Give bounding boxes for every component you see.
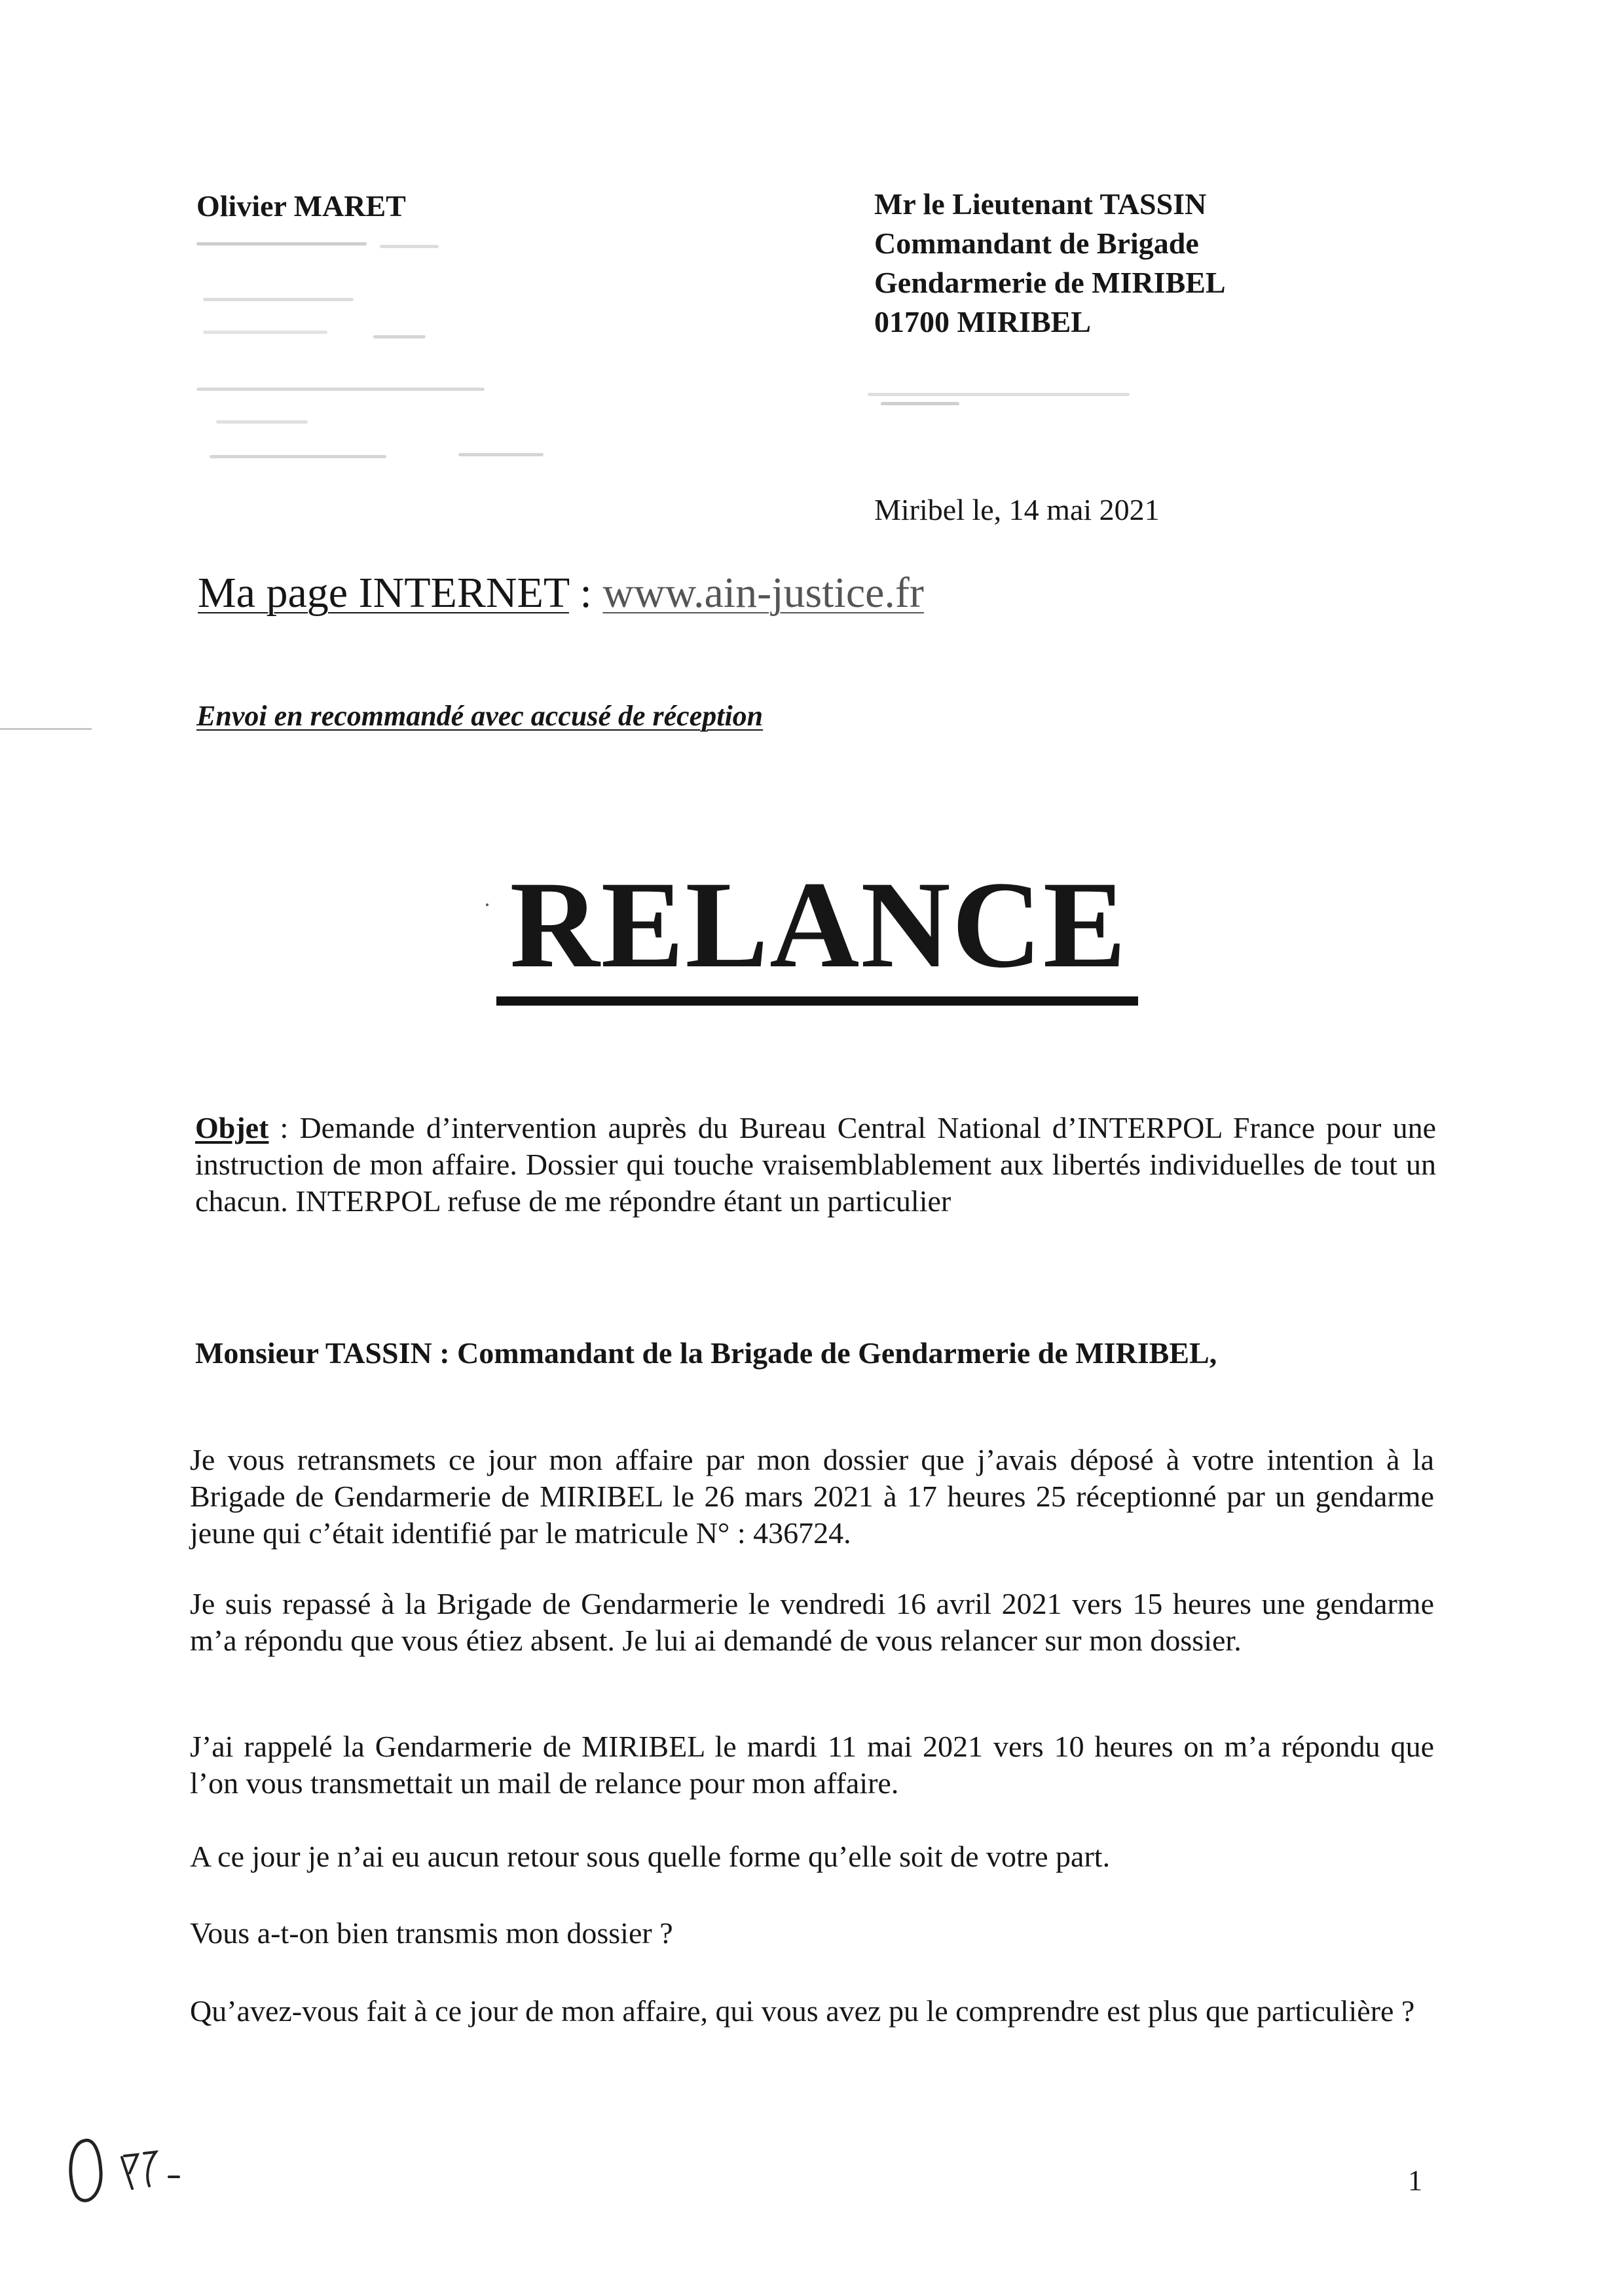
handwritten-annotation-icon: [64, 2131, 221, 2210]
subject-block: [195, 1110, 1436, 1220]
website-separator: :: [568, 569, 603, 617]
recipient-line: Commandant de Brigade: [874, 227, 1199, 260]
letter-date: Miribel le, 14 mai 2021: [874, 493, 1160, 526]
body-paragraph: Je suis repassé à la Brigade de Gendarmerie le vendredi 16 avril 2021 vers 15 heures une gendarme m’a répondu que vous étiez absent. Je lui ai demandé de vous relancer sur mon dossier.: [190, 1587, 1434, 1657]
sender-name: Olivier MARET: [196, 189, 406, 223]
body-paragraph: A ce jour je n’ai eu aucun retour sous quelle forme qu’elle soit de votre part.: [190, 1840, 1111, 1873]
redacted-recipient-line: [868, 388, 1143, 414]
page-title: RELANCE: [509, 856, 1128, 994]
website-url-link[interactable]: www.ain-justice.fr: [602, 569, 924, 617]
website-label: Ma page INTERNET: [198, 569, 569, 617]
recipient-line: Mr le Lieutenant TASSIN: [874, 187, 1207, 221]
website-line: [198, 568, 924, 618]
recipient-line: 01700 MIRIBEL: [874, 305, 1091, 338]
stray-dot: [486, 903, 489, 906]
title-underline-bar: [496, 996, 1138, 1006]
body-paragraph: Vous a-t-on bien transmis mon dossier ?: [190, 1916, 673, 1950]
salutation: Monsieur TASSIN : Commandant de la Brigade de Gendarmerie de MIRIBEL,: [195, 1336, 1217, 1370]
body-paragraph: Qu’avez-vous fait à ce jour de mon affaire, qui vous avez pu le comprendre est plus que particulière ?: [190, 1994, 1415, 2028]
redacted-sender-address: [196, 236, 563, 471]
subject-label: Objet: [195, 1111, 269, 1144]
body-paragraph: Je vous retransmets ce jour mon affaire par mon dossier que j’avais déposé à votre intention à la Brigade de Gendarmerie de MIRIBEL le 26 mars 2021 à 17 heures 25 réceptionné par un gendarme jeune qui c’était identifié par le matricule N° : 436724.: [190, 1443, 1434, 1550]
body-paragraph: J’ai rappelé la Gendarmerie de MIRIBEL le mardi 11 mai 2021 vers 10 heures on m’a répondu que l’on vous transmettait un mail de relance pour mon affaire.: [190, 1730, 1434, 1800]
shipping-note: Envoi en recommandé avec accusé de réception: [196, 700, 764, 732]
recipient-address: [874, 185, 1226, 342]
page-number: 1: [1408, 2164, 1422, 2196]
scan-edge-mark: [0, 728, 92, 730]
recipient-line: Gendarmerie de MIRIBEL: [874, 266, 1226, 299]
subject-text: : Demande d’intervention auprès du Bureau Central National d’INTERPOL France pour une instruction de mon affaire. Dossier qui touche vraisemblablement aux libertés individuelles de tout un chacun. INTERPOL refuse de me répondre étant un particulier: [195, 1111, 1436, 1218]
